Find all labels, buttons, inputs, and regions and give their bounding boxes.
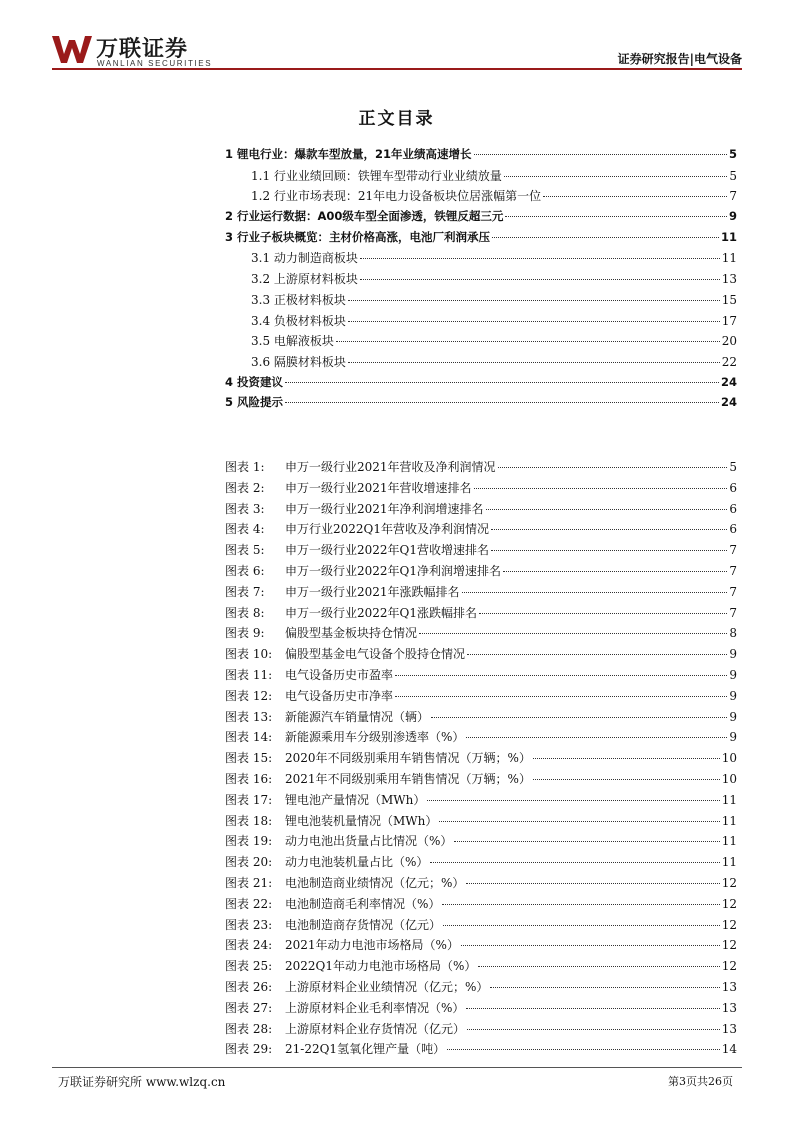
figure-entry-title: 申万行业2022Q1年营收及净利润情况	[285, 522, 490, 537]
figure-entry-page: 7	[729, 543, 737, 558]
leader-dots	[466, 1008, 719, 1009]
leader-dots	[491, 550, 727, 551]
figure-entry-title: 电气设备历史市净率	[285, 688, 394, 703]
figure-entry[interactable]	[225, 500, 737, 521]
toc-entry-title: 3.1 动力制造商板块	[251, 251, 358, 266]
leader-dots	[491, 529, 727, 530]
figure-entry[interactable]	[225, 541, 737, 562]
figure-entry-page: 14	[721, 1042, 737, 1057]
figure-entry-title: 2021年不同级别乘用车销售情况（万辆；%）	[285, 771, 531, 786]
figure-entry-page: 13	[721, 1021, 737, 1036]
figure-entry-label: 图表 4:	[225, 522, 265, 537]
leader-dots	[395, 696, 727, 697]
figure-entry-page: 13	[721, 979, 737, 994]
figure-entry-title: 锂电池装机量情况（MWh）	[285, 813, 438, 828]
figure-entry[interactable]	[225, 978, 737, 999]
figure-entry-label: 图表 11:	[225, 667, 273, 682]
figure-entry-title: 21-22Q1氢氧化锂产量（吨）	[285, 1042, 446, 1057]
figure-entry-title: 申万一级行业2022年Q1净利润增速排名	[285, 563, 502, 578]
leader-dots	[492, 237, 719, 238]
leader-dots	[479, 613, 727, 614]
toc-entry-page: 24	[720, 374, 737, 389]
figure-entry-page: 7	[729, 563, 737, 578]
leader-dots	[504, 176, 727, 177]
figure-entry-label: 图表 18:	[225, 813, 273, 828]
toc-entry-page: 11	[721, 251, 737, 266]
figure-entry-label: 图表 23:	[225, 917, 273, 932]
toc-entry-title: 3.3 正极材料板块	[251, 292, 346, 307]
leader-dots	[360, 279, 720, 280]
figure-entry-label: 图表 9:	[225, 626, 265, 641]
toc-entry-title: 3.5 电解液板块	[251, 334, 334, 349]
toc-entry[interactable]	[225, 146, 737, 167]
figure-entry[interactable]	[225, 936, 737, 957]
toc-entry-title: 1 锂电行业：爆款车型放量，21年业绩高速增长	[225, 147, 472, 161]
figure-entry-page: 11	[721, 855, 737, 870]
figure-entry-title: 新能源乘用车分级别渗透率（%）	[285, 730, 465, 745]
figure-entry-page: 7	[729, 584, 737, 599]
leader-dots	[478, 966, 719, 967]
leader-dots	[431, 717, 727, 718]
figure-entry-title: 电池制造商业绩情况（亿元；%）	[285, 875, 465, 890]
figure-entry[interactable]	[225, 583, 737, 604]
figure-entry-label: 图表 15:	[225, 751, 273, 766]
figure-entry[interactable]	[225, 708, 737, 729]
figure-entry[interactable]	[225, 874, 737, 895]
footer-divider	[52, 1067, 742, 1068]
figure-entry-page: 10	[721, 751, 737, 766]
figure-entry-page: 13	[721, 1000, 737, 1015]
figure-entry-title: 偏股型基金板块持仓情况	[285, 626, 418, 641]
toc-entry[interactable]	[225, 229, 737, 250]
figure-entry-title: 申万一级行业2021年净利润增速排名	[285, 501, 484, 516]
figure-entry[interactable]	[225, 562, 737, 583]
toc-entry-title: 2 行业运行数据：A00级车型全面渗透，铁锂反超三元	[225, 209, 504, 224]
leader-dots	[395, 675, 727, 676]
figure-entry-label: 图表 7:	[225, 584, 265, 599]
figure-entry-title: 申万一级行业2021年涨跌幅排名	[285, 584, 460, 599]
wanlian-logo-icon	[52, 34, 92, 64]
figure-entry-label: 图表 19:	[225, 834, 273, 849]
figure-entry-page: 8	[729, 626, 737, 641]
figure-entry-page: 6	[729, 522, 737, 537]
figure-entry-label: 图表 26:	[225, 979, 273, 994]
figure-entry[interactable]	[225, 520, 737, 541]
toc-entry[interactable]	[225, 187, 737, 208]
figure-entry-label: 图表 13:	[225, 709, 273, 724]
figure-entry[interactable]	[225, 666, 737, 687]
figure-entry-label: 图表 3:	[225, 501, 265, 516]
leader-dots	[336, 341, 720, 342]
figure-list	[225, 458, 737, 1061]
leader-dots	[498, 467, 728, 468]
toc-entry[interactable]	[225, 291, 737, 312]
figure-entry-label: 图表 6:	[225, 563, 265, 578]
figure-entry-label: 图表 12:	[225, 688, 273, 703]
figure-entry-page: 5	[729, 460, 737, 474]
figure-entry[interactable]	[225, 916, 737, 937]
figure-entry[interactable]	[225, 687, 737, 708]
leader-dots	[533, 779, 720, 780]
toc-entry[interactable]	[225, 394, 737, 415]
leader-dots	[454, 841, 719, 842]
leader-dots	[447, 1049, 720, 1050]
figure-entry-label: 图表 24:	[225, 938, 273, 953]
toc-entry-page: 5	[728, 147, 737, 161]
figure-entry-title: 电池制造商存货情况（亿元）	[285, 917, 442, 932]
leader-dots	[486, 509, 728, 510]
leader-dots	[427, 800, 719, 801]
figure-entry-page: 6	[729, 480, 737, 495]
toc-entry[interactable]	[225, 374, 737, 395]
toc-entry-page: 7	[729, 189, 737, 204]
figure-entry-label: 图表 20:	[225, 855, 273, 870]
figure-entry[interactable]	[225, 728, 737, 749]
figure-entry-title: 上游原材料企业毛利率情况（%）	[285, 1000, 465, 1015]
figure-entry-page: 9	[729, 688, 737, 703]
leader-dots	[285, 382, 719, 383]
figure-entry-page: 11	[721, 813, 737, 828]
figure-entry[interactable]	[225, 624, 737, 645]
leader-dots	[467, 1029, 720, 1030]
logo-chinese-name: 万联证券	[96, 37, 189, 62]
figure-entry-title: 申万一级行业2022年Q1涨跌幅排名	[285, 605, 478, 620]
footer-institute: 万联证券研究所 www.wlzq.cn	[58, 1075, 226, 1089]
toc-entry[interactable]	[225, 167, 737, 188]
figure-entry-page: 11	[721, 792, 737, 807]
page-title: 正文目录	[358, 109, 435, 129]
figure-entry-title: 2021年动力电池市场格局（%）	[285, 938, 459, 953]
footer-page-number: 第3页共26页	[668, 1075, 733, 1088]
toc-entry-page: 17	[721, 313, 737, 328]
figure-entry-label: 图表 10:	[225, 647, 273, 662]
figure-entry-label: 图表 8:	[225, 605, 265, 620]
figure-entry-title: 电气设备历史市盈率	[285, 667, 394, 682]
toc-entry-title: 3.2 上游原材料板块	[251, 272, 358, 287]
toc-entry-page: 5	[729, 168, 737, 183]
figure-entry-title: 2020年不同级别乘用车销售情况（万辆；%）	[285, 751, 531, 766]
toc-entry-page: 9	[728, 209, 737, 224]
figure-entry[interactable]	[225, 895, 737, 916]
toc-entry-title: 3.4 负极材料板块	[251, 313, 346, 328]
figure-entry[interactable]	[225, 770, 737, 791]
figure-entry-title: 锂电池产量情况（MWh）	[285, 792, 426, 807]
logo-english-name: WANLIAN SECURITIES	[97, 59, 213, 68]
leader-dots	[466, 737, 727, 738]
toc-entry-page: 22	[721, 354, 737, 369]
leader-dots	[430, 862, 719, 863]
figure-entry-label: 图表 28:	[225, 1021, 273, 1036]
leader-dots	[490, 987, 719, 988]
leader-dots	[461, 945, 720, 946]
figure-entry-title: 申万一级行业2021年营收增速排名	[285, 480, 472, 495]
figure-entry-page: 9	[729, 667, 737, 682]
figure-entry-label: 图表 14:	[225, 730, 273, 745]
leader-dots	[442, 904, 719, 905]
toc-entry-page: 20	[721, 334, 737, 349]
toc-entry-title: 5 风险提示	[225, 395, 284, 410]
figure-entry-page: 7	[729, 605, 737, 620]
leader-dots	[474, 154, 727, 155]
figure-entry-title: 新能源汽车销量情况（辆）	[285, 709, 430, 724]
figure-entry[interactable]	[225, 791, 737, 812]
figure-entry[interactable]	[225, 604, 737, 625]
toc-entry-page: 11	[720, 229, 737, 244]
figure-entry-page: 12	[721, 875, 737, 890]
figure-entry-page: 9	[729, 709, 737, 724]
figure-entry-title: 申万一级行业2022年Q1营收增速排名	[285, 543, 490, 558]
toc-entry-page: 13	[721, 272, 737, 287]
figure-entry-title: 上游原材料企业存货情况（亿元）	[285, 1021, 466, 1036]
figure-entry-page: 9	[729, 647, 737, 662]
leader-dots	[443, 925, 720, 926]
figure-entry-label: 图表 29:	[225, 1042, 273, 1057]
figure-entry[interactable]	[225, 832, 737, 853]
leader-dots	[503, 571, 727, 572]
figure-entry-label: 图表 2:	[225, 480, 265, 495]
figure-entry-label: 图表 1:	[225, 460, 265, 474]
toc-entry[interactable]	[225, 312, 737, 333]
figure-entry-label: 图表 5:	[225, 543, 265, 558]
figure-entry[interactable]	[225, 957, 737, 978]
header	[52, 32, 742, 72]
figure-entry-title: 动力电池出货量占比情况（%）	[285, 834, 453, 849]
figure-entry-page: 10	[721, 771, 737, 786]
header-divider	[52, 68, 742, 70]
leader-dots	[474, 488, 728, 489]
figure-entry-label: 图表 27:	[225, 1000, 273, 1015]
toc-entry-title: 3.6 隔膜材料板块	[251, 354, 346, 369]
figure-entry[interactable]	[225, 645, 737, 666]
leader-dots	[466, 883, 719, 884]
toc-entry-page: 15	[721, 292, 737, 307]
figure-entry-title: 2022Q1年动力电池市场格局（%）	[285, 959, 477, 974]
leader-dots	[360, 258, 720, 259]
toc-entry-title: 1.1 行业业绩回顾：铁锂车型带动行业业绩放量	[251, 168, 502, 183]
toc-entry-title: 4 投资建议	[225, 374, 284, 389]
toc-entry[interactable]	[225, 208, 737, 229]
figure-entry[interactable]	[225, 749, 737, 770]
figure-entry-page: 12	[721, 959, 737, 974]
figure-entry-title: 上游原材料企业业绩情况（亿元；%）	[285, 979, 489, 994]
leader-dots	[348, 362, 720, 363]
toc-entry[interactable]	[225, 270, 737, 291]
leader-dots	[462, 592, 728, 593]
figure-entry-page: 6	[729, 501, 737, 516]
figure-entry[interactable]	[225, 458, 737, 479]
toc-entry[interactable]	[225, 249, 737, 270]
leader-dots	[419, 633, 727, 634]
figure-entry[interactable]	[225, 1040, 737, 1061]
figure-entry-title: 申万一级行业2021年营收及净利润情况	[285, 460, 496, 474]
figure-entry-label: 图表 21:	[225, 875, 273, 890]
figure-entry-title: 动力电池装机量占比（%）	[285, 855, 429, 870]
figure-entry-page: 12	[721, 938, 737, 953]
leader-dots	[439, 821, 719, 822]
leader-dots	[348, 300, 720, 301]
figure-entry[interactable]	[225, 479, 737, 500]
figure-entry-label: 图表 25:	[225, 959, 273, 974]
leader-dots	[505, 216, 727, 217]
toc-entry[interactable]	[225, 353, 737, 374]
figure-entry-label: 图表 17:	[225, 792, 273, 807]
figure-entry[interactable]	[225, 999, 737, 1020]
figure-entry-page: 11	[721, 834, 737, 849]
toc-entry[interactable]	[225, 332, 737, 353]
leader-dots	[467, 654, 727, 655]
report-category: 证券研究报告|电气设备	[617, 52, 742, 66]
figure-entry-label: 图表 16:	[225, 771, 273, 786]
figure-entry-title: 电池制造商毛利率情况（%）	[285, 896, 441, 911]
toc-entry-title: 1.2 行业市场表现：21年电力设备板块位居涨幅第一位	[251, 189, 542, 204]
figure-entry-page: 12	[721, 917, 737, 932]
toc-entry-page: 24	[720, 395, 737, 410]
leader-dots	[533, 758, 720, 759]
figure-entry[interactable]	[225, 1020, 737, 1041]
table-of-contents	[225, 146, 737, 415]
figure-entry-label: 图表 22:	[225, 896, 273, 911]
figure-entry[interactable]	[225, 853, 737, 874]
figure-entry[interactable]	[225, 812, 737, 833]
leader-dots	[543, 196, 727, 197]
figure-entry-title: 偏股型基金电气设备个股持仓情况	[285, 647, 466, 662]
toc-entry-title: 3 行业子板块概览：主材价格高涨，电池厂利润承压	[225, 229, 491, 244]
leader-dots	[285, 402, 719, 403]
figure-entry-page: 12	[721, 896, 737, 911]
figure-entry-page: 9	[729, 730, 737, 745]
leader-dots	[348, 321, 720, 322]
